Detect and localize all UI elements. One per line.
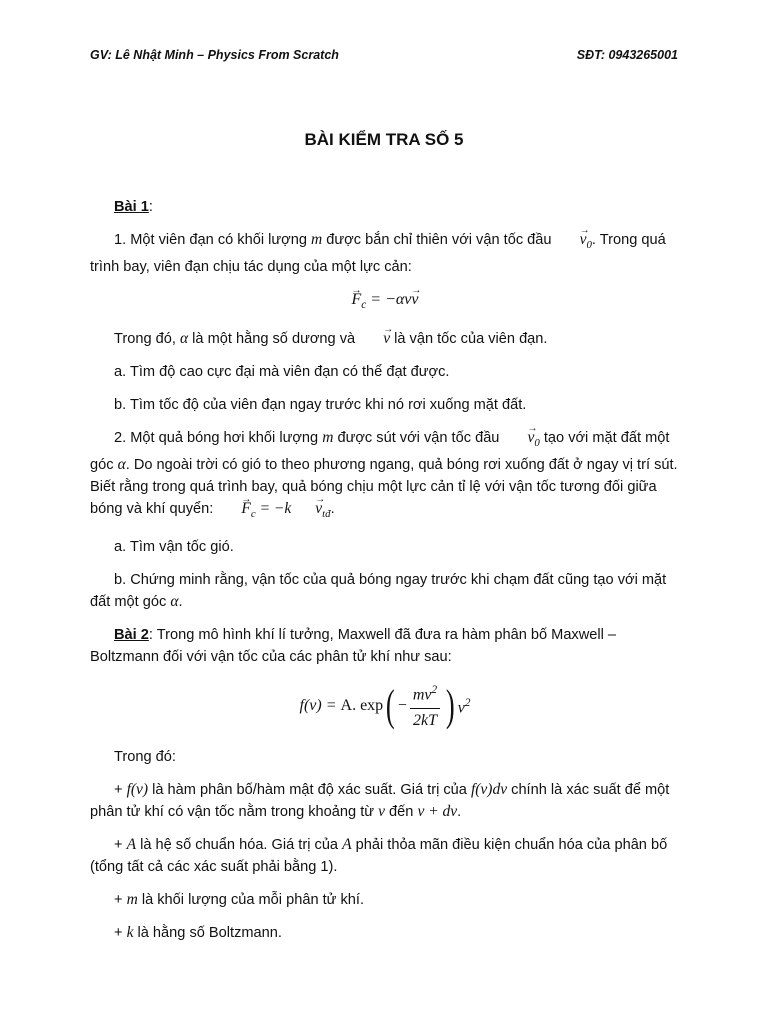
page-title: BÀI KIỂM TRA SỐ 5 bbox=[304, 130, 464, 149]
maxwell-equation: f(v) = A. exp ( − $\frac{mv^2}{2kT}$ ) $v^2$ bbox=[299, 680, 471, 730]
bai1-q2: 2. Một quả bóng hơi khối lượng m được sút với vận tốc đầu → $v_0$ tạo với mặt đất một góc α. Do ngoài trời có gió to theo phương ngang, quả bóng rơi xuống đất ở ngay vị trí sút. Biết rằng trong quá trình bay, quả bóng chịu một lực cản tỉ lệ với vận tốc tương đối giữa bóng và khí quyển: → $F_c = -k\to v_{tđ}$. bbox=[90, 427, 680, 525]
bai1-q1-b: b. Tìm tốc độ của viên đạn ngay trước khi nó rơi xuống mặt đất. bbox=[114, 397, 527, 414]
bai1-q2-b: b. Chứng minh rằng, vận tốc của quả bóng ngay trước khi chạm đất cũng tạo với mặt đất một góc α. bbox=[90, 572, 667, 611]
bai1-heading: Bài 1: bbox=[114, 199, 153, 215]
header-teacher: GV: Lê Nhật Minh – Physics From Scratch bbox=[90, 48, 339, 62]
bai1-q1-where: Trong đó, α là một hằng số dương và → v là vận tốc của viên đạn. bbox=[90, 328, 680, 350]
bai2-intro: Bài 2: Trong mô hình khí lí tưởng, Maxwell đã đưa ra hàm phân bố Maxwell – Boltzmann đối với vận tốc của các phân tử khí như sau: bbox=[90, 627, 617, 666]
header-phone: SĐT: 0943265001 bbox=[576, 48, 678, 62]
content bbox=[90, 196, 680, 955]
bai1-q1-intro: 1. Một viên đạn có khối lượng m được bắn chỉ thiên với vận tốc đầu → $v_0$. Trong quá trình bay, viên đạn chịu tác dụng của một lực cản: bbox=[90, 229, 680, 278]
bai2-item2: + A là hệ số chuẩn hóa. Giá trị của A phải thỏa mãn điều kiện chuẩn hóa của phân bố (tổng tất cả các xác suất phải bằng 1). bbox=[90, 835, 668, 875]
bai2-item4: + k là hằng số Boltzmann. bbox=[114, 923, 282, 941]
bai1-q1-a: a. Tìm độ cao cực đại mà viên đạn có thể đạt được. bbox=[114, 364, 450, 381]
bai1-label: Bài 1 bbox=[114, 199, 149, 215]
bai2-where: Trong đó: bbox=[114, 748, 176, 765]
bai2-item3: + m là khối lượng của mỗi phân tử khí. bbox=[114, 890, 365, 908]
drag-force-equation: → $F_c = -\alpha v\to v$ bbox=[90, 289, 680, 316]
bai1-q2-a: a. Tìm vận tốc gió. bbox=[114, 539, 234, 556]
bai2-label: Bài 2 bbox=[114, 627, 149, 644]
bai2-item1: + f(v) là hàm phân bố/hàm mật độ xác suất. Giá trị của f(v)dv chính là xác suất để một phân tử khí có vận tốc nằm trong khoảng từ v đến v + dv. bbox=[90, 780, 670, 820]
